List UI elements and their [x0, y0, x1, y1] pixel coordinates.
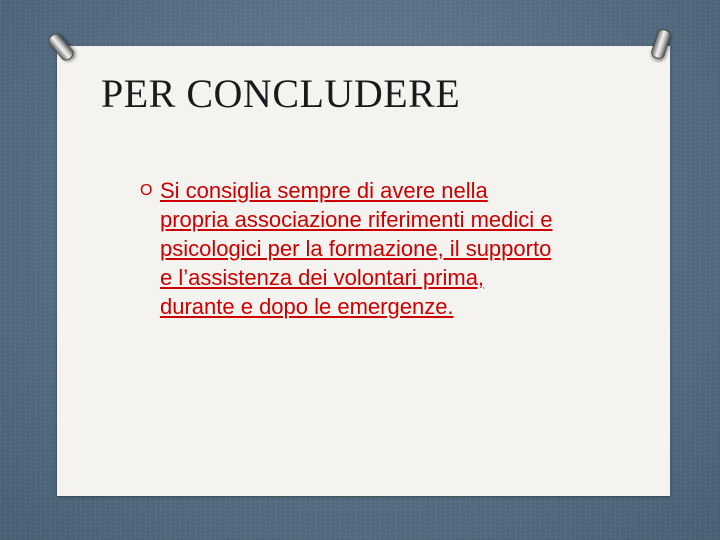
slide-title: PER CONCLUDERE	[101, 71, 461, 116]
bullet-marker-icon: O	[140, 182, 153, 199]
bullet-link-text[interactable]: Si consiglia sempre di avere nella propria associazione riferimenti medici e psicologici per la formazione, il supporto e l’assistenza dei volontari prima, durante e dopo le emergenze.	[160, 178, 553, 319]
bullet-item[interactable]	[140, 176, 560, 321]
